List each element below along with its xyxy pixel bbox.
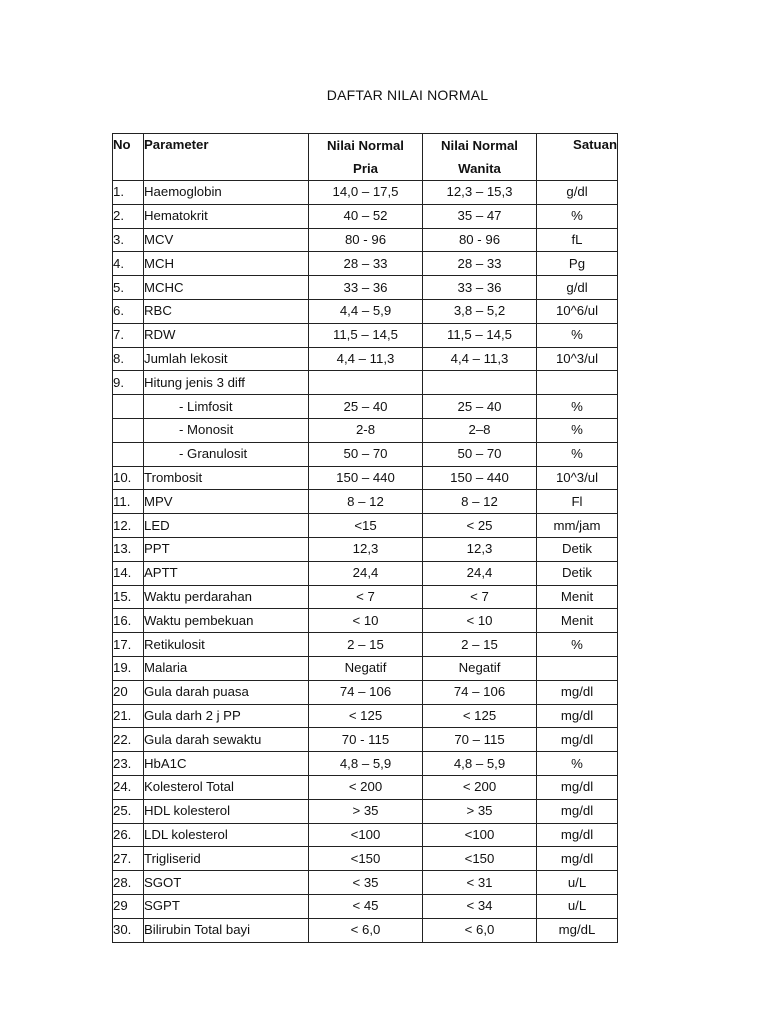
- row-number: [113, 395, 144, 419]
- row-parameter: PPT: [144, 537, 309, 561]
- row-number: 4.: [113, 252, 144, 276]
- document-title: DAFTAR NILAI NORMAL: [326, 87, 489, 103]
- row-normal-male: <15: [309, 514, 423, 538]
- row-normal-female: > 35: [423, 799, 537, 823]
- row-parameter: Waktu pembekuan: [144, 609, 309, 633]
- row-parameter: MCV: [144, 228, 309, 252]
- row-normal-male: <100: [309, 823, 423, 847]
- row-normal-male: 150 – 440: [309, 466, 423, 490]
- row-normal-female: 12,3: [423, 537, 537, 561]
- row-unit: u/L: [537, 871, 618, 895]
- row-parameter: RDW: [144, 323, 309, 347]
- row-unit: %: [537, 395, 618, 419]
- table-row: [113, 656, 618, 680]
- row-number: 29: [113, 894, 144, 918]
- table-row: [113, 395, 618, 419]
- table-row: [113, 633, 618, 657]
- row-number: 2.: [113, 204, 144, 228]
- row-normal-female: < 10: [423, 609, 537, 633]
- row-unit: [537, 371, 618, 395]
- row-number: 12.: [113, 514, 144, 538]
- row-normal-male: 74 – 106: [309, 680, 423, 704]
- table-row: [113, 704, 618, 728]
- row-number: 21.: [113, 704, 144, 728]
- row-number: 19.: [113, 656, 144, 680]
- row-normal-female: 11,5 – 14,5: [423, 323, 537, 347]
- row-normal-male: < 200: [309, 775, 423, 799]
- row-parameter: - Granulosit: [144, 442, 309, 466]
- row-normal-female: 2–8: [423, 418, 537, 442]
- row-normal-male: 25 – 40: [309, 395, 423, 419]
- row-parameter: Retikulosit: [144, 633, 309, 657]
- row-normal-male: 33 – 36: [309, 276, 423, 300]
- row-number: 23.: [113, 752, 144, 776]
- row-normal-female: 8 – 12: [423, 490, 537, 514]
- row-unit: Menit: [537, 585, 618, 609]
- row-unit: mg/dl: [537, 799, 618, 823]
- header-normal-male-line1: Nilai Normal: [327, 138, 404, 153]
- row-unit: mm/jam: [537, 514, 618, 538]
- row-normal-male: 80 - 96: [309, 228, 423, 252]
- row-normal-male: < 45: [309, 894, 423, 918]
- row-parameter: MCHC: [144, 276, 309, 300]
- row-normal-male: <150: [309, 847, 423, 871]
- row-unit: %: [537, 323, 618, 347]
- row-number: 10.: [113, 466, 144, 490]
- row-normal-male: < 7: [309, 585, 423, 609]
- normal-values-table: [112, 133, 618, 943]
- table-row: [113, 276, 618, 300]
- row-normal-female: 3,8 – 5,2: [423, 299, 537, 323]
- row-parameter: Bilirubin Total bayi: [144, 918, 309, 942]
- row-unit: mg/dL: [537, 918, 618, 942]
- row-normal-male: 2-8: [309, 418, 423, 442]
- row-normal-male: < 6,0: [309, 918, 423, 942]
- table-row: [113, 418, 618, 442]
- row-normal-male: 11,5 – 14,5: [309, 323, 423, 347]
- row-normal-female: 74 – 106: [423, 680, 537, 704]
- row-normal-female: < 125: [423, 704, 537, 728]
- table-row: [113, 181, 618, 205]
- row-normal-male: 4,8 – 5,9: [309, 752, 423, 776]
- row-normal-male: [309, 371, 423, 395]
- table-header: [113, 134, 618, 181]
- row-number: 6.: [113, 299, 144, 323]
- header-no: No: [113, 134, 144, 181]
- row-parameter: Malaria: [144, 656, 309, 680]
- row-normal-female: 28 – 33: [423, 252, 537, 276]
- row-parameter: APTT: [144, 561, 309, 585]
- row-unit: Fl: [537, 490, 618, 514]
- row-unit: fL: [537, 228, 618, 252]
- row-parameter: SGOT: [144, 871, 309, 895]
- row-normal-female: 4,4 – 11,3: [423, 347, 537, 371]
- row-unit: Pg: [537, 252, 618, 276]
- row-parameter: LED: [144, 514, 309, 538]
- row-normal-female: 12,3 – 15,3: [423, 181, 537, 205]
- row-unit: Menit: [537, 609, 618, 633]
- row-number: 9.: [113, 371, 144, 395]
- row-parameter: HbA1C: [144, 752, 309, 776]
- row-number: 27.: [113, 847, 144, 871]
- row-number: 8.: [113, 347, 144, 371]
- row-parameter: Waktu perdarahan: [144, 585, 309, 609]
- row-normal-male: > 35: [309, 799, 423, 823]
- row-number: 24.: [113, 775, 144, 799]
- row-normal-male: 4,4 – 5,9: [309, 299, 423, 323]
- row-parameter: HDL kolesterol: [144, 799, 309, 823]
- row-normal-female: 2 – 15: [423, 633, 537, 657]
- row-normal-male: 14,0 – 17,5: [309, 181, 423, 205]
- row-normal-male: 12,3: [309, 537, 423, 561]
- row-number: 26.: [113, 823, 144, 847]
- row-parameter: Haemoglobin: [144, 181, 309, 205]
- table-row: [113, 252, 618, 276]
- row-normal-male: 40 – 52: [309, 204, 423, 228]
- table-row: [113, 847, 618, 871]
- row-normal-female: < 7: [423, 585, 537, 609]
- row-unit: mg/dl: [537, 847, 618, 871]
- row-unit: %: [537, 204, 618, 228]
- row-unit: [537, 656, 618, 680]
- row-normal-female: 4,8 – 5,9: [423, 752, 537, 776]
- row-normal-female: < 25: [423, 514, 537, 538]
- row-unit: Detik: [537, 537, 618, 561]
- row-unit: %: [537, 418, 618, 442]
- header-normal-female: [423, 134, 537, 181]
- row-normal-male: < 35: [309, 871, 423, 895]
- row-number: [113, 442, 144, 466]
- header-parameter: Parameter: [144, 134, 309, 181]
- row-unit: mg/dl: [537, 823, 618, 847]
- row-number: 7.: [113, 323, 144, 347]
- row-parameter: Gula darh 2 j PP: [144, 704, 309, 728]
- row-number: [113, 418, 144, 442]
- table-row: [113, 585, 618, 609]
- row-parameter: - Limfosit: [144, 395, 309, 419]
- row-parameter: - Monosit: [144, 418, 309, 442]
- row-parameter: Trombosit: [144, 466, 309, 490]
- row-normal-female: <100: [423, 823, 537, 847]
- table-row: [113, 490, 618, 514]
- row-unit: u/L: [537, 894, 618, 918]
- row-normal-female: 80 - 96: [423, 228, 537, 252]
- row-number: 13.: [113, 537, 144, 561]
- row-normal-male: 8 – 12: [309, 490, 423, 514]
- table-row: [113, 514, 618, 538]
- table-row: [113, 561, 618, 585]
- row-normal-female: <150: [423, 847, 537, 871]
- row-unit: mg/dl: [537, 728, 618, 752]
- row-unit: %: [537, 633, 618, 657]
- row-unit: mg/dl: [537, 775, 618, 799]
- row-normal-female: 70 – 115: [423, 728, 537, 752]
- row-number: 28.: [113, 871, 144, 895]
- table-row: [113, 442, 618, 466]
- row-number: 30.: [113, 918, 144, 942]
- row-parameter: Hitung jenis 3 diff: [144, 371, 309, 395]
- row-number: 14.: [113, 561, 144, 585]
- table-row: [113, 347, 618, 371]
- table-row: [113, 871, 618, 895]
- row-unit: %: [537, 442, 618, 466]
- row-number: 3.: [113, 228, 144, 252]
- row-normal-female: Negatif: [423, 656, 537, 680]
- header-row: [113, 134, 618, 181]
- row-number: 20: [113, 680, 144, 704]
- row-parameter: LDL kolesterol: [144, 823, 309, 847]
- row-normal-female: [423, 371, 537, 395]
- row-normal-female: 50 – 70: [423, 442, 537, 466]
- row-unit: 10^3/ul: [537, 347, 618, 371]
- table-row: [113, 728, 618, 752]
- row-normal-male: 28 – 33: [309, 252, 423, 276]
- row-unit: g/dl: [537, 276, 618, 300]
- row-normal-female: < 6,0: [423, 918, 537, 942]
- table-row: [113, 918, 618, 942]
- row-normal-male: 24,4: [309, 561, 423, 585]
- row-normal-male: Negatif: [309, 656, 423, 680]
- row-number: 25.: [113, 799, 144, 823]
- row-parameter: Kolesterol Total: [144, 775, 309, 799]
- row-normal-female: 25 – 40: [423, 395, 537, 419]
- row-normal-male: 50 – 70: [309, 442, 423, 466]
- table-body: [113, 181, 618, 943]
- header-normal-female-line1: Nilai Normal: [441, 138, 518, 153]
- row-number: 16.: [113, 609, 144, 633]
- row-number: 17.: [113, 633, 144, 657]
- row-parameter: RBC: [144, 299, 309, 323]
- table-row: [113, 609, 618, 633]
- row-unit: g/dl: [537, 181, 618, 205]
- row-parameter: Trigliserid: [144, 847, 309, 871]
- table-row: [113, 371, 618, 395]
- table-row: [113, 323, 618, 347]
- row-normal-male: < 125: [309, 704, 423, 728]
- table-row: [113, 299, 618, 323]
- row-normal-female: < 34: [423, 894, 537, 918]
- row-parameter: Jumlah lekosit: [144, 347, 309, 371]
- row-normal-male: 70 - 115: [309, 728, 423, 752]
- row-normal-female: < 31: [423, 871, 537, 895]
- row-unit: 10^3/ul: [537, 466, 618, 490]
- row-normal-male: 4,4 – 11,3: [309, 347, 423, 371]
- row-parameter: MPV: [144, 490, 309, 514]
- row-number: 11.: [113, 490, 144, 514]
- row-normal-male: < 10: [309, 609, 423, 633]
- row-normal-female: 24,4: [423, 561, 537, 585]
- row-unit: %: [537, 752, 618, 776]
- row-normal-female: 35 – 47: [423, 204, 537, 228]
- row-normal-male: 2 – 15: [309, 633, 423, 657]
- table-row: [113, 537, 618, 561]
- row-unit: mg/dl: [537, 680, 618, 704]
- table-row: [113, 466, 618, 490]
- row-number: 22.: [113, 728, 144, 752]
- row-parameter: SGPT: [144, 894, 309, 918]
- table-row: [113, 799, 618, 823]
- row-unit: 10^6/ul: [537, 299, 618, 323]
- row-parameter: Gula darah sewaktu: [144, 728, 309, 752]
- row-normal-female: < 200: [423, 775, 537, 799]
- header-unit: Satuan: [537, 134, 618, 181]
- table-row: [113, 894, 618, 918]
- row-parameter: Hematokrit: [144, 204, 309, 228]
- row-number: 5.: [113, 276, 144, 300]
- row-parameter: Gula darah puasa: [144, 680, 309, 704]
- row-normal-female: 33 – 36: [423, 276, 537, 300]
- row-unit: Detik: [537, 561, 618, 585]
- table-row: [113, 775, 618, 799]
- row-number: 1.: [113, 181, 144, 205]
- table-row: [113, 680, 618, 704]
- table-row: [113, 204, 618, 228]
- header-normal-female-line2: Wanita: [458, 161, 501, 176]
- table-row: [113, 823, 618, 847]
- row-parameter: MCH: [144, 252, 309, 276]
- header-normal-male-line2: Pria: [353, 161, 378, 176]
- header-normal-male: [309, 134, 423, 181]
- table-row: [113, 228, 618, 252]
- table-row: [113, 752, 618, 776]
- row-unit: mg/dl: [537, 704, 618, 728]
- row-number: 15.: [113, 585, 144, 609]
- row-normal-female: 150 – 440: [423, 466, 537, 490]
